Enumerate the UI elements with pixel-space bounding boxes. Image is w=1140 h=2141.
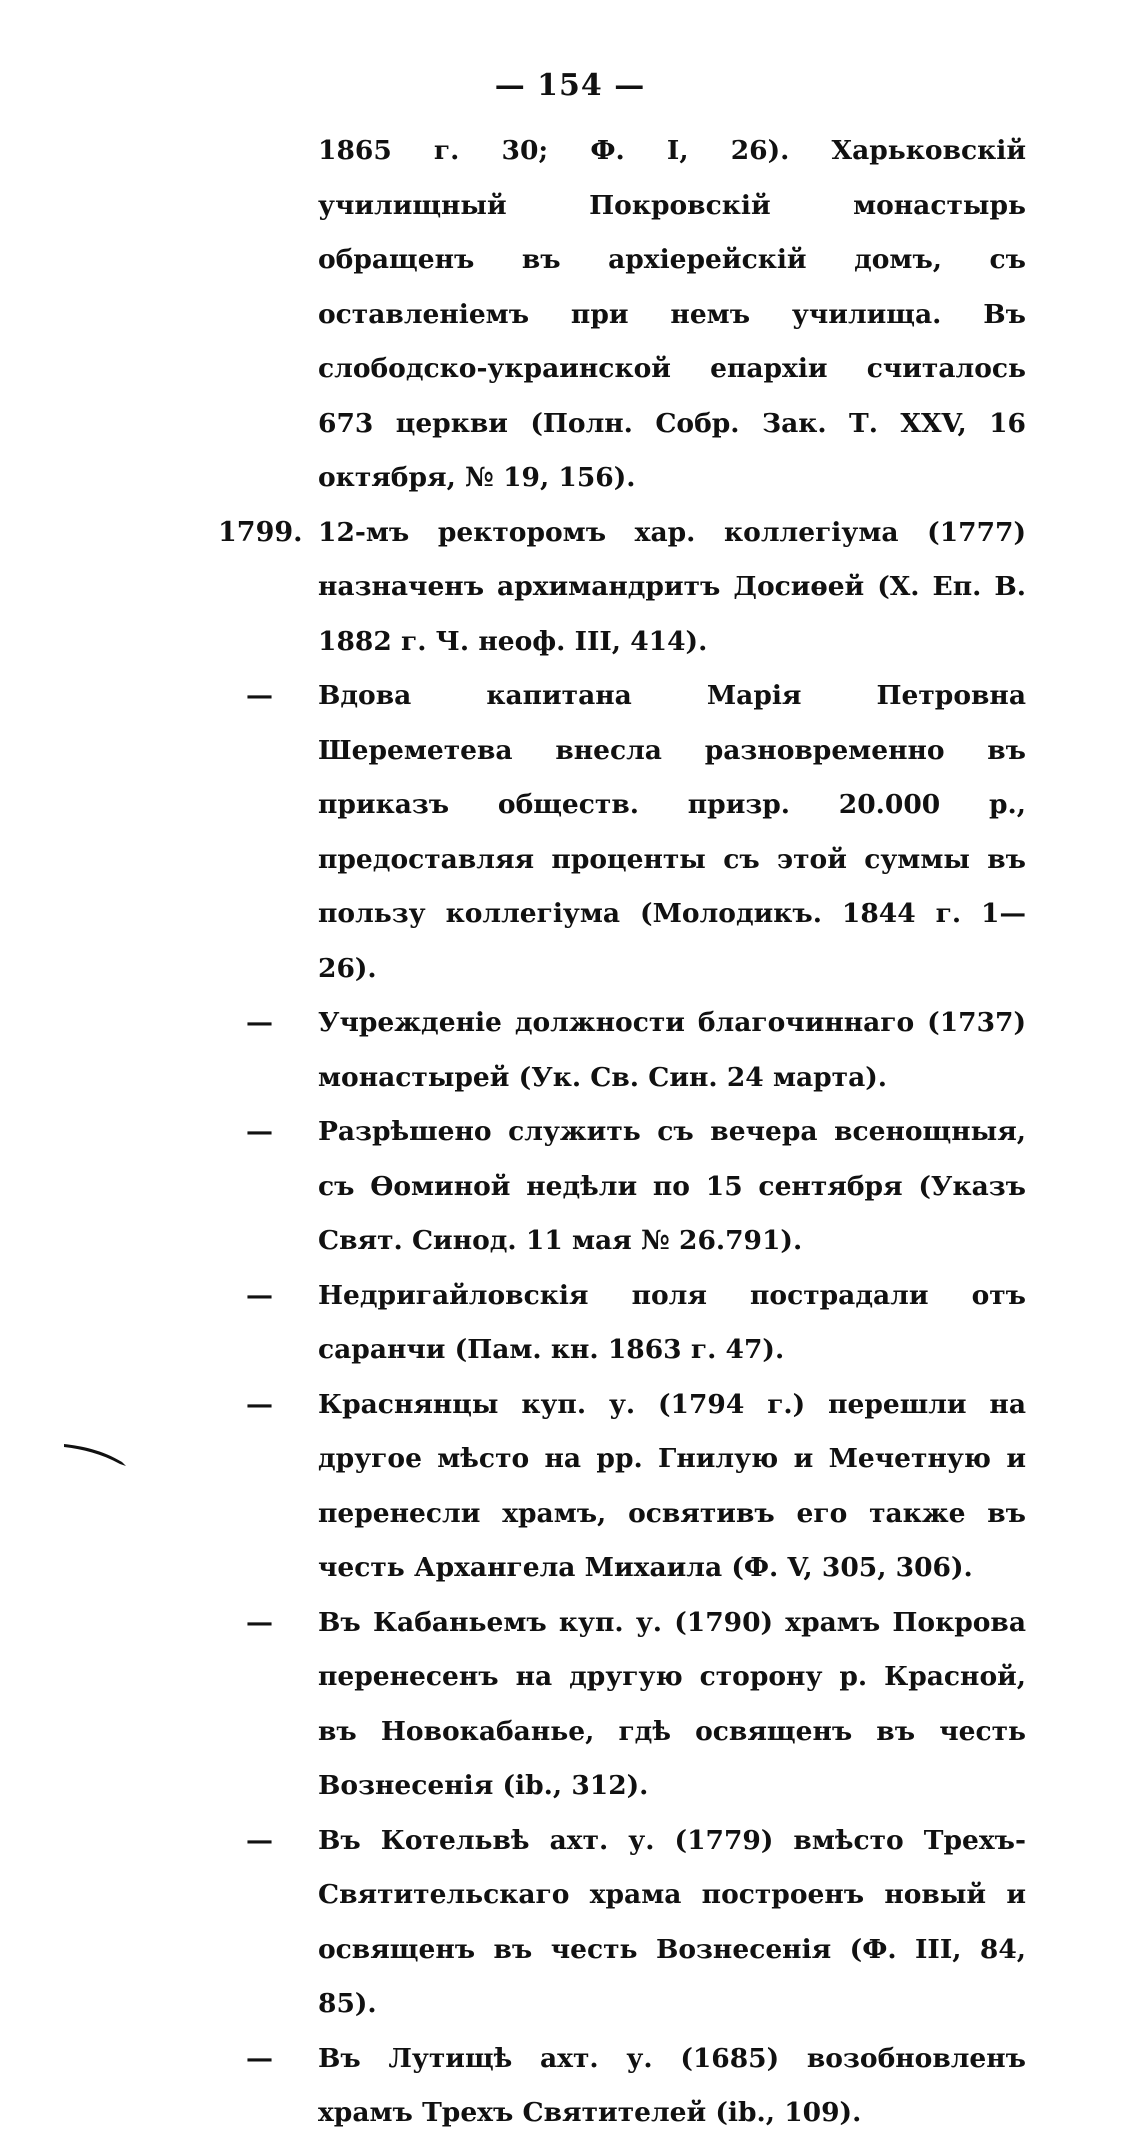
chronicle-entry [0,1596,1140,1814]
entry-dash-marker: — [246,2042,273,2074]
chronicle-entries [0,124,1140,2141]
entry-text: Въ Кабаньемъ куп. у. (1790) храмъ Покрова перенесенъ на другую сторону р. Красной, въ Новокабанье, гдѣ освященъ въ честь Вознесенія (ib., 312). [318,1606,1026,1801]
entry-text: Разрѣшено служить съ вечера всенощныя, съ Ѳоминой недѣли по 15 сентября (Указъ Свят. Синод. 11 мая № 26.791). [318,1116,1026,1256]
entry-dash-marker: — [246,1824,273,1856]
entry-dash-marker: — [246,1279,273,1311]
chronicle-entry [0,1378,1140,1596]
entry-text: 12-мъ ректоромъ хар. коллегіума (1777) назначенъ архимандритъ Досиѳей (Х. Еп. В. 1882 г. Ч. неоф. III, 414). [318,516,1026,657]
chronicle-entry [0,1269,1140,1378]
entry-dash-marker: — [246,1116,273,1147]
entry-dash-marker: — [246,1007,273,1038]
chronicle-entry [0,1105,1140,1269]
entry-dash-marker: — [246,680,273,711]
entry-text: Въ Лутищѣ ахт. у. (1685) возобновленъ храмъ Трехъ Святителей (ib., 109). [318,2042,1026,2128]
entry-text: 1865 г. 30; Ф. I, 26). Харьковскій училищный Покровскій монастырь обращенъ въ архіерейскій домъ, съ оставленіемъ при немъ училища. Въ слободско-украинской епархіи считалось 673 церкви (Полн. Собр. Зак. Т. XXV, 16 октября, № 19, 156). [318,135,1026,493]
entry-text: Краснянцы куп. у. (1794 г.) перешли на другое мѣсто на рр. Гнилую и Мечетную и перенесли храмъ, освятивъ его также въ честь Архангела Михаила (Ф. V, 305, 306). [318,1388,1026,1583]
chronicle-entry [0,669,1140,996]
entry-year-marker: 1799. [218,516,303,548]
ink-smudge-mark [62,1440,132,1468]
chronicle-entry [0,506,1140,670]
entry-text: Учрежденіе должности благочиннаго (1737) монастырей (Ук. Св. Син. 24 марта). [318,1007,1026,1093]
page-number: — 154 — [494,68,646,103]
chronicle-entry [0,996,1140,1105]
entry-dash-marker: — [246,1388,273,1420]
entry-dash-marker: — [246,1606,273,1638]
chronicle-entry [0,124,1140,506]
chronicle-entry [0,2032,1140,2141]
entry-text: Недригайловскія поля пострадали отъ саранчи (Пам. кн. 1863 г. 47). [318,1279,1026,1365]
entry-text: Въ Котельвѣ ахт. у. (1779) вмѣсто Трехъ-Святительскаго храма построенъ новый и освященъ въ честь Вознесенія (Ф. III, 84, 85). [318,1824,1026,2019]
chronicle-entry [0,1814,1140,2032]
entry-text: Вдова капитана Марія Петровна Шереметева внесла разновременно въ приказъ обществ. призр. 20.000 р., предоставляя проценты съ этой суммы въ пользу коллегіума (Молодикъ. 1844 г. 1—26). [318,680,1026,984]
